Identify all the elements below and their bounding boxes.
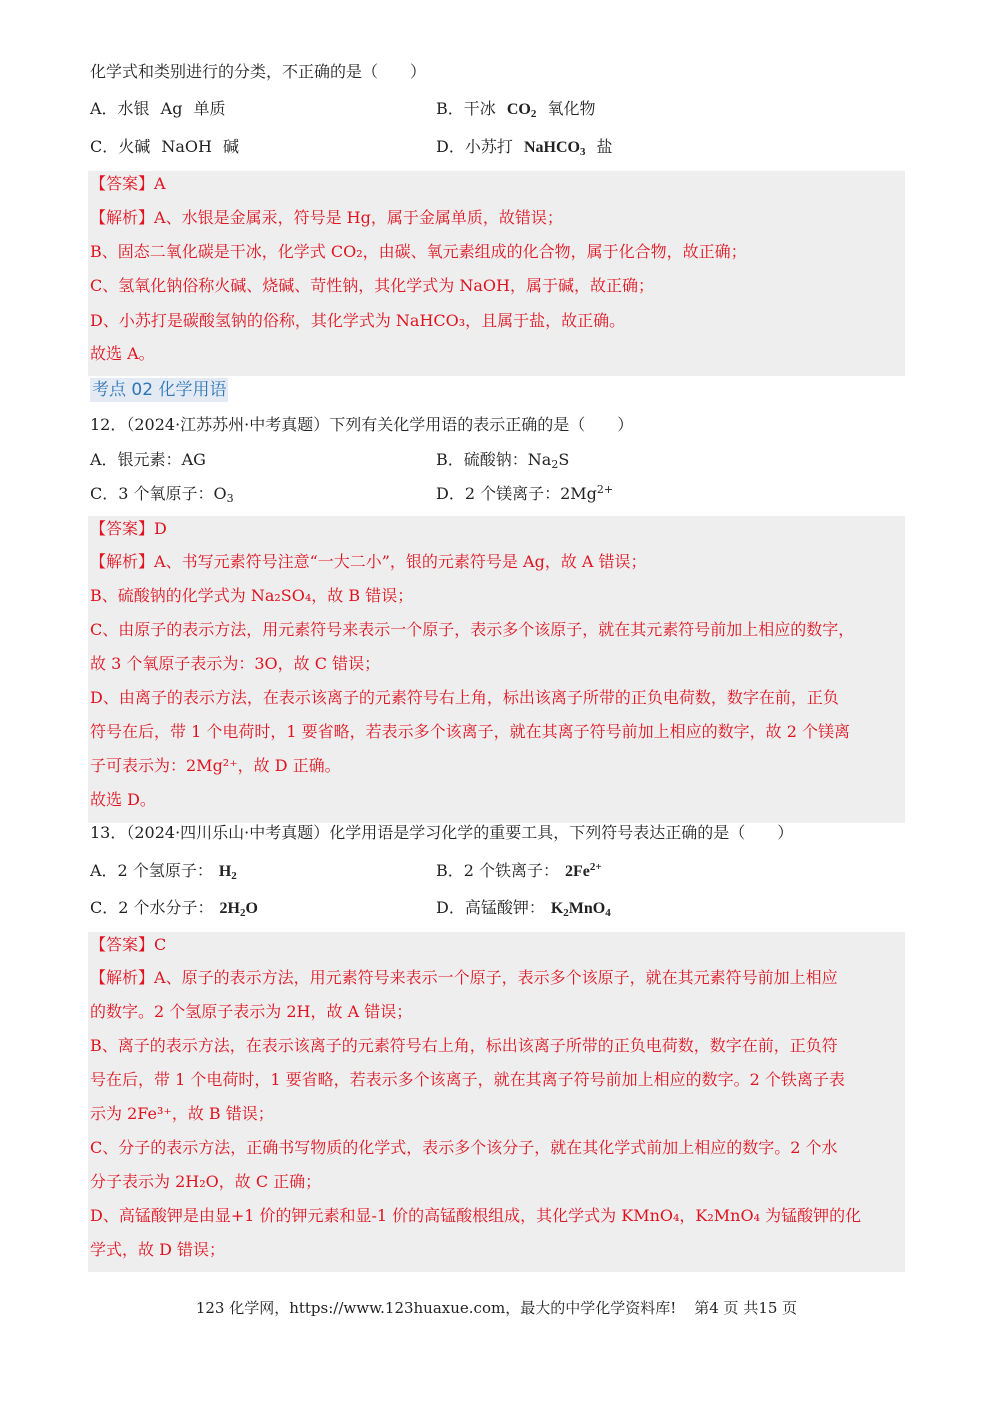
option-label: A．2 个氢原子： [90, 861, 213, 880]
option-formula: $O_3$ [213, 484, 234, 505]
q13-option-d [436, 898, 611, 919]
option-label: C．2 个水分子： [90, 898, 214, 917]
option-label: B．干冰 [436, 99, 496, 118]
q12-option-d [436, 484, 613, 504]
option-formula: $2H_2O$ [219, 900, 258, 919]
option-category: 氧化物 [547, 99, 596, 118]
analysis-line: 【解析】A、水银是金属汞，符号是 Hg，属于金属单质，故错误； [90, 208, 563, 227]
option-category: 碱 [223, 137, 240, 156]
option-formula: $CO_2$ [506, 101, 537, 120]
analysis-line: B、离子的表示方法，在表示该离子的元素符号右上角，标出该离子所带的正负电荷数，数字在前，正负符 [90, 1036, 838, 1055]
q12-answer-box [88, 516, 905, 823]
analysis-line: 故选 D。 [90, 790, 156, 809]
option-formula: $H_2$ [218, 863, 237, 882]
option-label: D．小苏打 [436, 137, 513, 156]
option-label: A．水银 [90, 99, 150, 118]
option-formula: $2Fe^{2+}$ [565, 861, 602, 880]
q12-stem: 12．（2024·江苏苏州·中考真题）下列有关化学用语的表示正确的是（ ） [90, 415, 634, 434]
q11-answer-box [88, 171, 905, 376]
option-formula: $K_2MnO_4$ [550, 900, 611, 919]
footer-site-text: 123 化学网，https://www.123huaxue.com，最大的中学化学资料库! [195, 1299, 677, 1317]
analysis-line: D、高锰酸钾是由显+1 价的钾元素和显-1 价的高锰酸根组成，其化学式为 KMnO₄，K₂MnO₄ 为锰酸钾的化 [90, 1206, 862, 1225]
option-category: 单质 [193, 99, 226, 118]
analysis-line: 【解析】A、原子的表示方法，用元素符号来表示一个原子，表示多个该原子，就在其元素符号前加上相应 [90, 968, 838, 987]
option-label: C．火碱 [90, 137, 151, 156]
q11-stem: 化学式和类别进行的分类，不正确的是（ ） [90, 62, 427, 81]
option-label: A．银元素： [90, 450, 182, 469]
q13-option-a [90, 861, 237, 882]
q11-option-b [436, 99, 595, 120]
analysis-line: B、硫酸钠的化学式为 Na₂SO₄，故 B 错误； [90, 586, 414, 605]
option-label: C．3 个氧原子： [90, 484, 214, 503]
answer-line: 【答案】D [90, 519, 167, 538]
option-label: B．2 个铁离子： [436, 861, 560, 880]
q13-answer-box [88, 932, 905, 1272]
answer-line: 【答案】A [90, 174, 166, 193]
q13-option-b [436, 861, 602, 882]
option-formula: NaOH [161, 137, 212, 156]
q11-option-d [436, 137, 613, 158]
analysis-line: B、固态二氧化碳是干冰，化学式 CO₂，由碳、氧元素组成的化合物，属于化合物，故正确； [90, 242, 747, 261]
analysis-line: C、氢氧化钠俗称火碱、烧碱、苛性钠，其化学式为 NaOH，属于碱，故正确； [90, 276, 654, 295]
option-formula: $Na_2S$ [527, 450, 570, 471]
page-footer [0, 1298, 993, 1318]
option-label: D．高锰酸钾： [436, 898, 545, 917]
analysis-line: 【解析】A、书写元素符号注意“一大二小”，银的元素符号是 Ag，故 A 错误； [90, 552, 647, 571]
analysis-line: 故 3 个氧原子表示为：3O，故 C 错误； [90, 654, 381, 673]
analysis-line: 符号在后，带 1 个电荷时，1 要省略，若表示多个该离子，就在其离子符号前加上相应的数字，故 2 个镁离 [90, 722, 850, 741]
option-label: D．2 个镁离子： [436, 484, 561, 503]
analysis-line: 学式，故 D 错误； [90, 1240, 226, 1259]
page-number: 第4 页 共15 页 [694, 1299, 798, 1317]
option-formula: $2Mg^{2+}$ [560, 483, 614, 503]
analysis-line: 的数字。2 个氢原子表示为 2H，故 A 错误； [90, 1002, 413, 1021]
analysis-line: D、由离子的表示方法，在表示该离子的元素符号右上角，标出该离子所带的正负电荷数，数字在前，正负 [90, 688, 839, 707]
analysis-line: 示为 2Fe³⁺，故 B 错误； [90, 1104, 274, 1123]
option-category: 盐 [596, 137, 613, 156]
q12-option-b [436, 450, 569, 470]
option-formula: AG [181, 450, 206, 469]
analysis-line: 分子表示为 2H₂O，故 C 正确； [90, 1172, 322, 1191]
q11-option-c [90, 137, 239, 157]
q13-option-c [90, 898, 258, 919]
answer-line: 【答案】C [90, 935, 167, 954]
q11-option-a [90, 99, 226, 119]
topic-heading: 考点 02 化学用语 [92, 380, 227, 400]
analysis-line: 子可表示为：2Mg²⁺，故 D 正确。 [90, 756, 341, 775]
option-formula: NaHCO$_3$ [523, 139, 586, 158]
analysis-line: 故选 A。 [90, 344, 155, 363]
option-label: B．硫酸钠： [436, 450, 528, 469]
analysis-line: D、小苏打是碳酸氢钠的俗称，其化学式为 NaHCO₃，且属于盐，故正确。 [90, 311, 626, 330]
analysis-line: C、分子的表示方法，正确书写物质的化学式，表示多个该分子，就在其化学式前加上相应的数字。2 个水 [90, 1138, 838, 1157]
analysis-line: C、由原子的表示方法，用元素符号来表示一个原子，表示多个该原子，就在其元素符号前加上相应的数字， [90, 620, 855, 639]
analysis-line: 号在后，带 1 个电荷时，1 要省略，若表示多个该离子，就在其离子符号前加上相应的数字。2 个铁离子表 [90, 1070, 845, 1089]
q12-option-c [90, 484, 234, 504]
q12-option-a [90, 450, 206, 470]
option-formula: Ag [160, 99, 183, 118]
q13-stem: 13．（2024·四川乐山·中考真题）化学用语是学习化学的重要工具，下列符号表达正确的是（ ） [90, 823, 794, 842]
